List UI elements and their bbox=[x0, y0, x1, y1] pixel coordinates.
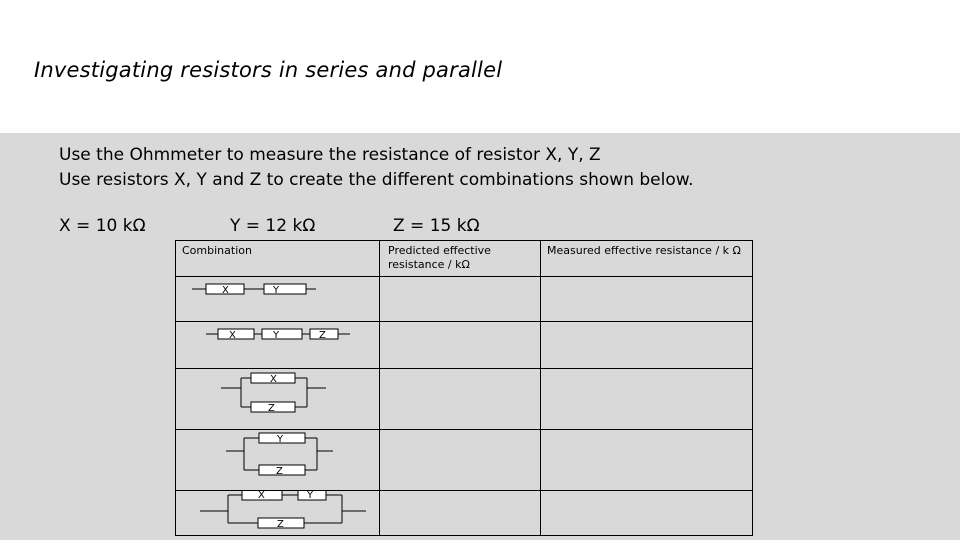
resistor-label: Z bbox=[319, 330, 326, 341]
table-header-row bbox=[176, 241, 753, 277]
instruction-line-1: Use the Ohmmeter to measure the resistance of resistor X, Y, Z bbox=[59, 145, 601, 165]
circuit-series-parallel-xyz bbox=[176, 491, 379, 531]
resistor-label: X bbox=[270, 374, 277, 385]
table-row bbox=[176, 491, 753, 536]
table-row bbox=[176, 430, 753, 491]
resistor-y bbox=[264, 284, 306, 294]
predicted-cell[interactable] bbox=[380, 322, 541, 369]
resistor-label: Y bbox=[277, 434, 284, 445]
measured-cell[interactable] bbox=[541, 430, 753, 491]
resistor-label: Y bbox=[273, 285, 280, 296]
resistor-label: Z bbox=[277, 519, 284, 530]
circuit-series-xyz bbox=[176, 322, 379, 364]
resistor-y bbox=[262, 329, 302, 339]
predicted-cell[interactable] bbox=[380, 277, 541, 322]
table-row bbox=[176, 369, 753, 430]
table-row bbox=[176, 277, 753, 322]
circuit-parallel-yz bbox=[176, 430, 379, 486]
resistor-label: Y bbox=[307, 491, 314, 501]
combination-cell bbox=[176, 491, 380, 536]
header-predicted: Predicted effective resistance / kΩ bbox=[388, 244, 491, 271]
table-row bbox=[176, 322, 753, 369]
circuit-parallel-xz bbox=[176, 369, 379, 425]
combination-cell bbox=[176, 430, 380, 491]
combination-cell bbox=[176, 277, 380, 322]
resistor-label: Z bbox=[276, 466, 283, 477]
predicted-cell[interactable] bbox=[380, 430, 541, 491]
measured-cell[interactable] bbox=[541, 277, 753, 322]
predicted-cell[interactable] bbox=[380, 491, 541, 536]
resistor-label: Y bbox=[273, 330, 280, 341]
resistor-label: Z bbox=[268, 403, 275, 414]
measured-cell[interactable] bbox=[541, 491, 753, 536]
content-panel bbox=[0, 133, 960, 540]
resistor-label: X bbox=[222, 285, 229, 296]
value-y: Y = 12 kΩ bbox=[230, 216, 316, 236]
header-combination: Combination bbox=[182, 244, 252, 257]
circuit-series-xy bbox=[176, 277, 379, 317]
predicted-cell[interactable] bbox=[380, 369, 541, 430]
resistor-label: X bbox=[258, 491, 265, 501]
combination-cell bbox=[176, 322, 380, 369]
resistor-x bbox=[218, 329, 254, 339]
results-table bbox=[175, 240, 753, 536]
resistor-label: X bbox=[229, 330, 236, 341]
measured-cell[interactable] bbox=[541, 322, 753, 369]
instruction-line-2: Use resistors X, Y and Z to create the different combinations shown below. bbox=[59, 170, 694, 190]
value-x: X = 10 kΩ bbox=[59, 216, 146, 236]
header-measured: Measured effective resistance / k Ω bbox=[547, 244, 741, 257]
value-z: Z = 15 kΩ bbox=[393, 216, 480, 236]
combination-cell bbox=[176, 369, 380, 430]
page-title: Investigating resistors in series and parallel bbox=[34, 58, 503, 82]
measured-cell[interactable] bbox=[541, 369, 753, 430]
